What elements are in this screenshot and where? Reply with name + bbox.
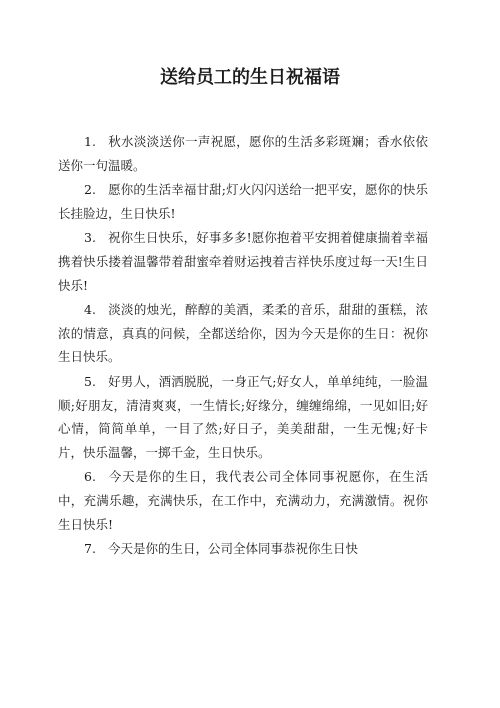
greeting-list — [58, 130, 428, 561]
item-number: 3. — [84, 230, 96, 246]
item-number: 1. — [84, 134, 96, 149]
list-item — [58, 370, 428, 464]
item-number: 2. — [84, 182, 96, 198]
item-text: 祝你生日快乐，好事多多!愿你抱着平安拥着健康揣着幸福携着快乐搂着温馨带着甜蜜牵着财运拽着吉祥快乐度过每一天!生日快乐! — [58, 230, 428, 293]
item-text: 今天是你的生日，公司全体同事恭祝你生日快 — [107, 541, 358, 557]
item-text: 好男人，酒洒脱脱，一身正气;好女人，单单纯纯，一脸温顺;好朋友，清清爽爽，一生情长;好缘分，缠缠绵绵，一见如旧;好心情，简简单单，一目了然;好日子，美美甜甜，一生无愧;好卡片，快乐温馨，一掷千金，生日快乐。 — [58, 373, 428, 460]
item-text: 今天是你的生日，我代表公司全体同事祝愿你，在生活中，充满乐趣，充满快乐，在工作中，充满动力，充满激情。祝你生日快乐! — [58, 469, 428, 532]
list-item — [58, 178, 428, 225]
list-item — [58, 298, 428, 369]
list-item — [58, 226, 428, 297]
item-number: 6. — [84, 469, 96, 485]
item-number: 5. — [84, 373, 96, 389]
item-text: 秋水淡淡送你一声祝愿，愿你的生活多彩斑斓；香水依依送你一句温暖。 — [58, 134, 428, 173]
list-item — [58, 537, 428, 561]
list-item — [58, 465, 428, 536]
item-text: 愿你的生活幸福甘甜;灯火闪闪送给一把平安，愿你的快乐长挂脸边，生日快乐! — [58, 182, 428, 221]
item-text: 淡淡的烛光，醉醇的美酒，柔柔的音乐，甜甜的蛋糕，浓浓的情意，真真的问候，全都送给你，因为今天是你的生日：祝你生日快乐。 — [58, 302, 428, 365]
item-number: 4. — [84, 302, 96, 318]
list-item — [58, 130, 428, 177]
item-number: 7. — [84, 541, 96, 557]
page-title: 送给员工的生日祝福语 — [160, 67, 340, 88]
